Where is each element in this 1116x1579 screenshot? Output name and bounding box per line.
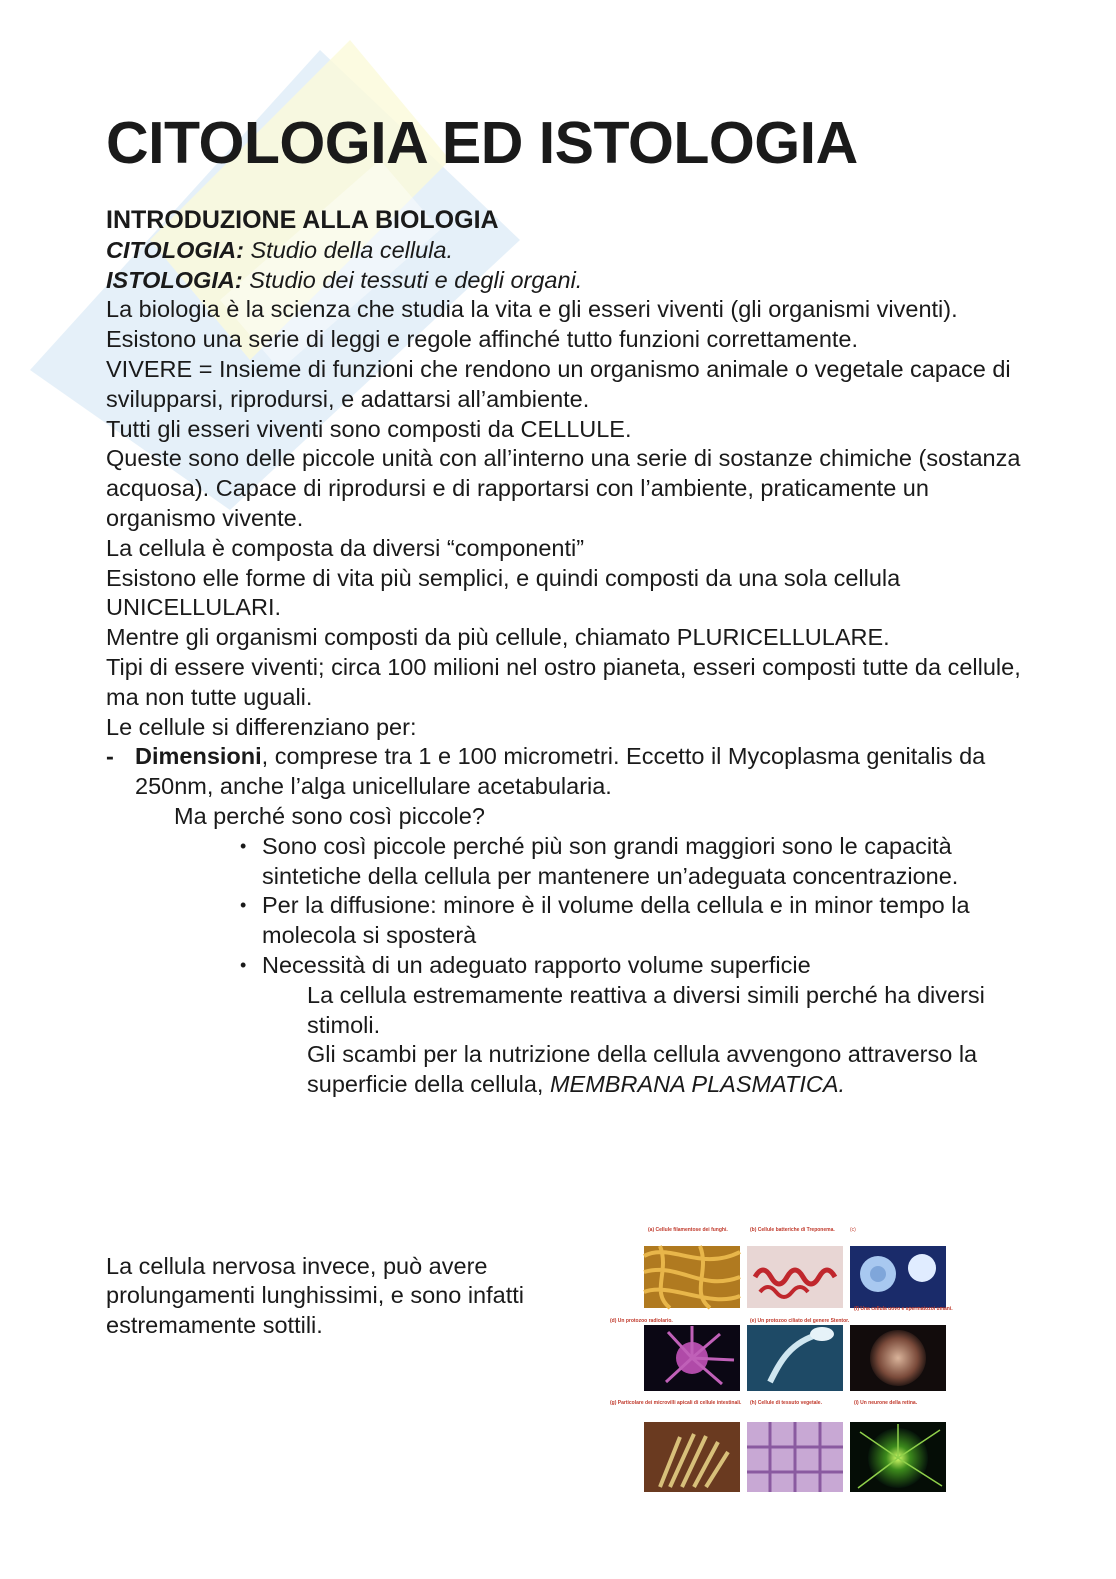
caption-c: (c) <box>850 1227 856 1233</box>
caption-h-letter: (h) <box>750 1400 757 1406</box>
caption-d-letter: (d) <box>610 1318 617 1324</box>
definition-term: CITOLOGIA: <box>106 236 244 263</box>
bullet-list <box>106 832 1026 981</box>
bullet-item: • Per la diffusione: minore è il volume della cellula e in minor tempo la molecola si sposterà <box>238 891 1026 951</box>
dash-list-item <box>106 742 1026 802</box>
panel-g-microvilli <box>644 1422 740 1492</box>
paragraph: Esistono una serie di leggi e regole affinché tutto funzioni correttamente. <box>106 326 859 353</box>
caption-i-letter: (i) <box>854 1400 859 1406</box>
caption-b-letter: (b) <box>750 1227 757 1233</box>
definition-istologia <box>106 266 1026 296</box>
caption-h <box>750 1400 823 1406</box>
caption-e-text: Un protozoo ciliato del genere Stentor. <box>757 1318 850 1324</box>
caption-d-text: Un protozoo radiolario. <box>617 1318 673 1324</box>
caption-g-letter: (g) <box>610 1400 617 1406</box>
panel-c-blood-cells <box>850 1246 946 1308</box>
dash-item-bold: Dimensioni <box>135 743 262 770</box>
sub-paragraph-text: Gli scambi per la nutrizione della cellula avvengono attraverso la superficie della cellula, <box>307 1041 978 1098</box>
caption-a-text: Cellule filamentose dei funghi. <box>655 1227 728 1233</box>
caption-h-text: Cellule di tessuto vegetale. <box>757 1400 822 1406</box>
caption-i-text: Un neurone della retina. <box>860 1400 918 1406</box>
caption-e-letter: (e) <box>750 1318 757 1324</box>
sub-paragraph <box>106 1040 1026 1100</box>
caption-b <box>750 1227 835 1233</box>
sub-paragraph: La cellula estremamente reattiva a diversi simili perché ha diversi stimoli. <box>307 981 985 1038</box>
paragraph: VIVERE = Insieme di funzioni che rendono un organismo animale o vegetale capace di svilupparsi, riprodursi, e adattarsi all’ambiente. <box>106 355 1011 412</box>
bullet-item: • Necessità di un adeguato rapporto volume superficie <box>238 951 1026 981</box>
caption-f-text: Una cellula uovo e spermatozoi umani. <box>860 1306 953 1312</box>
paragraph: Esistono elle forme di vita più semplici, e quindi composti da una sola cellula UNICELLULARI. <box>106 564 901 621</box>
question-line: Ma perché sono così piccole? <box>174 802 485 829</box>
paragraph: Tutti gli esseri viventi sono composti da CELLULE. <box>106 415 632 442</box>
panel-f-egg-cell <box>850 1325 946 1391</box>
panel-a-fungi <box>644 1246 740 1308</box>
definition-term: ISTOLOGIA: <box>106 266 243 293</box>
membrane-term: MEMBRANA PLASMATICA. <box>549 1071 846 1098</box>
panel-e-stentor <box>747 1325 843 1391</box>
panel-b-treponema <box>747 1246 843 1308</box>
paragraph: Mentre gli organismi composti da più cellule, chiamato PLURICELLULARE. <box>106 624 890 651</box>
bullet-item: • Sono così piccole perché più son grandi maggiori sono le capacità sintetiche della cellula per mantenere un’adeguata concentrazione. <box>238 832 1026 892</box>
paragraph: Queste sono delle piccole unità con all’interno una serie di sostanze chimiche (sostanza acquosa). Capace di riprodursi e di rapportarsi con l’ambiente, praticamente un organismo vivente. <box>106 445 1021 531</box>
caption-d <box>610 1318 673 1324</box>
paragraph: Tipi di essere viventi; circa 100 milioni nel ostro pianeta, esseri composti tutte da cellule, ma non tutte uguali. <box>106 653 1021 710</box>
caption-g-text: Particolare dei microvilli apicali di cellule intestinali. <box>617 1400 742 1406</box>
caption-b-text: Cellule batteriche di Treponema. <box>757 1227 835 1233</box>
cell-types-figure <box>610 1222 960 1494</box>
caption-f <box>854 1306 953 1312</box>
bottom-paragraph: La cellula nervosa invece, può avere prolungamenti lunghissimi, e sono infatti estremamente sottili. <box>106 1252 525 1339</box>
paragraph: Le cellule si differenziano per: <box>106 713 417 740</box>
caption-f-letter: (f) <box>854 1306 859 1312</box>
panel-d-radiolarian <box>644 1325 740 1391</box>
definition-text: Studio dei tessuti e degli organi. <box>249 266 583 293</box>
caption-g <box>610 1400 742 1406</box>
paragraph: La biologia è la scienza che studia la vita e gli esseri viventi (gli organismi viventi). <box>106 296 958 323</box>
document-title: CITOLOGIA ED ISTOLOGIA <box>106 110 858 176</box>
dash-marker: - <box>106 743 114 770</box>
caption-a <box>648 1227 728 1233</box>
definition-citologia <box>106 236 1026 266</box>
caption-a-letter: (a) <box>648 1227 655 1233</box>
paragraph: La cellula è composta da diversi “componenti” <box>106 534 585 561</box>
caption-i <box>854 1400 918 1406</box>
caption-e <box>750 1318 850 1324</box>
document-page <box>106 110 1026 1100</box>
document-body <box>106 206 1026 1100</box>
dash-item-text: , comprese tra 1 e 100 micrometri. Eccetto il Mycoplasma genitalis da 250nm, anche l’alga unicellulare acetabularia. <box>135 743 986 800</box>
section-heading: INTRODUZIONE ALLA BIOLOGIA <box>106 206 499 234</box>
panel-h-plant-tissue <box>747 1422 843 1492</box>
definition-text: Studio della cellula. <box>250 236 453 263</box>
panel-i-neuron <box>850 1422 946 1492</box>
